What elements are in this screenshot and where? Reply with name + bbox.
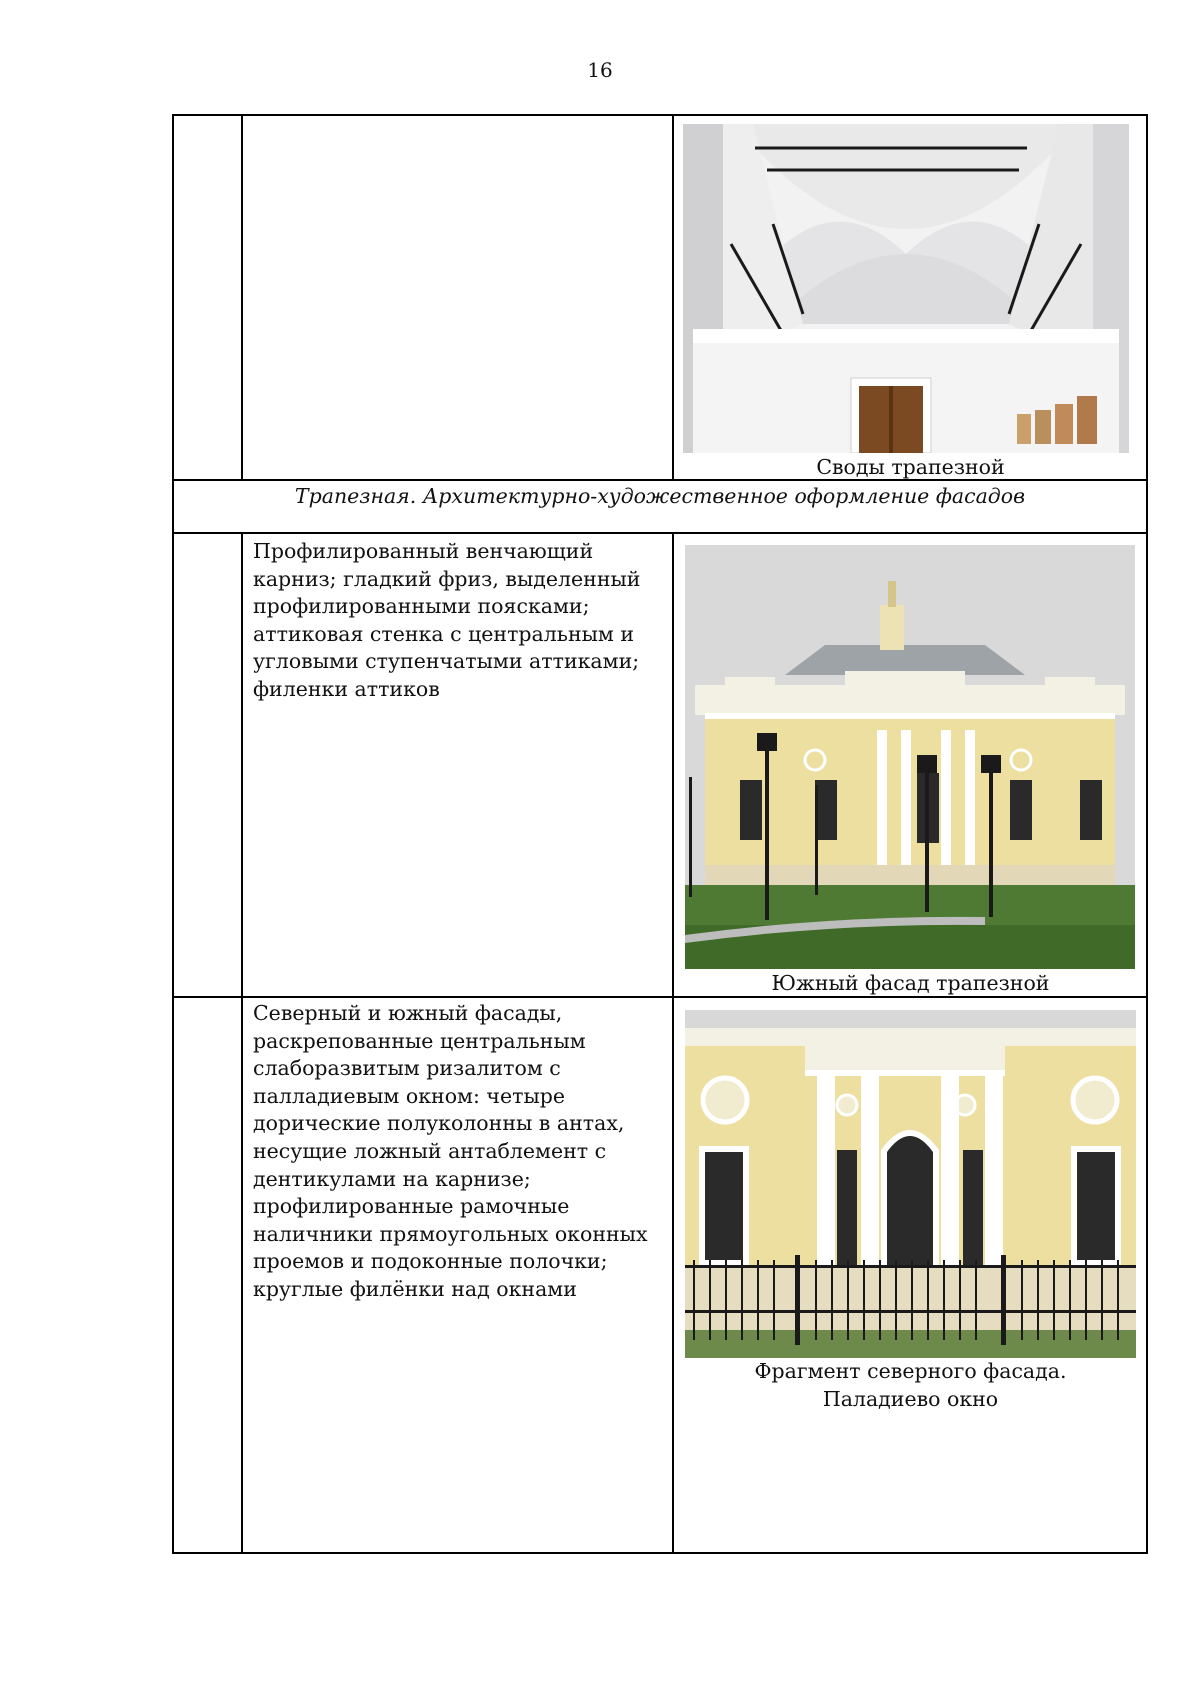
north-facade-illustration bbox=[685, 1010, 1136, 1358]
row-divider bbox=[172, 532, 1148, 534]
table-border-left bbox=[172, 114, 174, 1554]
south-facade-caption: Южный фасад трапезной bbox=[771, 971, 1050, 995]
table-border-bottom bbox=[172, 1552, 1148, 1554]
north-facade-caption-line1: Фрагмент северного фасада. bbox=[754, 1359, 1067, 1383]
table-border-top bbox=[172, 114, 1148, 116]
vaults-illustration bbox=[683, 124, 1129, 453]
north-facade-caption-line2: Паладиево окно bbox=[822, 1386, 999, 1411]
column-divider bbox=[241, 114, 243, 481]
north-facade-caption bbox=[673, 1358, 1148, 1413]
vaults-caption: Своды трапезной bbox=[816, 455, 1005, 479]
south-facade-photo bbox=[685, 545, 1135, 969]
column-divider bbox=[672, 114, 674, 481]
column-divider bbox=[241, 532, 243, 1554]
table-border-right bbox=[1146, 114, 1148, 1554]
north-facade-description: Северный и южный фасады, раскрепованные центральным слаборазвитым ризалитом с палладиевым окном: четыре дорические полуколонны в антах, несущие ложный антаблемент с дентикулами на карнизе; профилированные рамочные наличники прямоугольных оконных проемов и подоконные полочки; круглые филёнки над окнами bbox=[253, 1001, 648, 1301]
vaults-photo bbox=[683, 124, 1129, 453]
south-facade-illustration bbox=[685, 545, 1135, 969]
section-title: Трапезная. Архитектурно-художественное оформление фасадов bbox=[294, 484, 1026, 508]
south-facade-description: Профилированный венчающий карниз; гладкий фриз, выделенный профилированными поясками; аттиковая стенка с центральным и угловыми ступенчатыми аттиками; филенки аттиков bbox=[253, 539, 641, 701]
page-number: 16 bbox=[587, 58, 613, 82]
north-facade-photo bbox=[685, 1010, 1136, 1358]
